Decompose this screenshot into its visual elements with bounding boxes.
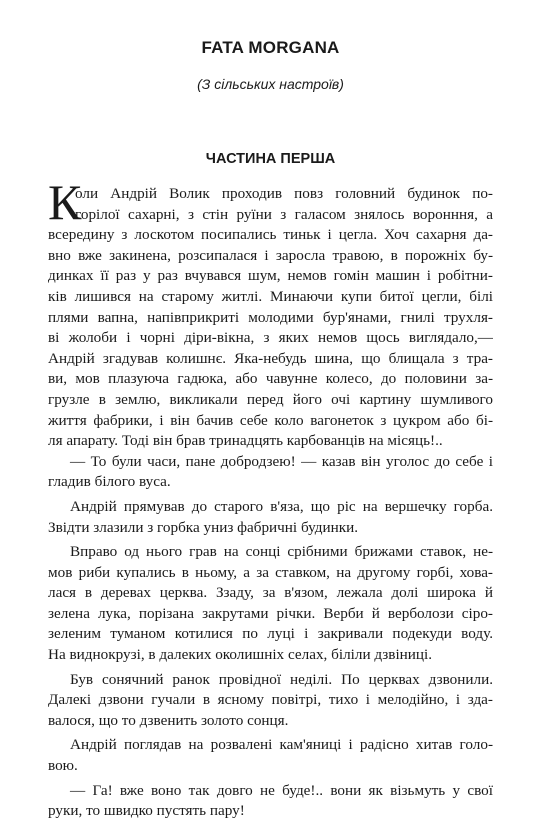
part-heading: ЧАСТИНА ПЕРША [205, 151, 336, 167]
paragraph [48, 174, 493, 452]
text-line: ків лишився на старому житлі. Минаючи купи битої цегли, білі [48, 287, 493, 305]
text-line: Був сонячний ранок провідної неділі. По церквах дзвонили. [70, 670, 493, 688]
paragraph [48, 670, 493, 732]
paragraph [48, 781, 493, 822]
story-subtitle: (З сільських настроїв) [197, 76, 344, 92]
text-line: ви, мов плазуюча гадюка, або чавунне колесо, до половини за- [48, 370, 493, 388]
text-line: ві жолоби і чорні діри-вікна, з яких немов щось виглядало,— [48, 329, 493, 347]
story-title: FATA MORGANA [201, 38, 340, 57]
text-line: вно вже закинена, розсипалася і заросла травою, в порожніх бу- [48, 246, 493, 264]
text-line: динках її раз у раз вчувався шум, немов гомін машин і робітни- [48, 267, 493, 285]
text-line: ля апарату. Тоді він брав тринадцять карбованців на місяць!.. [48, 432, 443, 450]
text-line: Андрій згадував колишнє. Яка-небудь шина, що блищала з тра- [48, 349, 493, 367]
text-line: вою. [48, 757, 78, 775]
text-line: Звідти злазили з горбка униз фабричні будинки. [48, 518, 359, 536]
text-line: — То були часи, пане добродзею! — казав він уголос до себе і [70, 452, 493, 470]
paragraph [48, 542, 493, 666]
paragraph [48, 497, 493, 538]
paragraph [48, 735, 493, 776]
text-line: Андрій поглядав на розвалені кам'яниці і радісно хитав голо- [70, 736, 493, 754]
text-line: всередину з лоскотом посипались тиньк і цегла. Хоч сахарня да- [48, 226, 493, 244]
text-line: На виднокрузі, в далеких околишніх селах, біліли дзвіниці. [48, 646, 433, 664]
text-line: валося, що то дзвенить золото сонця. [48, 711, 289, 729]
text-line: руки, то швидко пустять пару! [48, 802, 245, 820]
book-page [48, 0, 493, 820]
text-line: — Га! вже воно так довго не буде!.. вони як візьмуть у свої [70, 781, 493, 799]
text-line: Далекі дзвони гучали в ясному повітрі, тихо і мелодійно, і зда- [48, 691, 493, 709]
text-line: грузле в землю, викликали перед його очі картину шумливого [48, 390, 493, 408]
text-line: лася в деревах церква. Ззаду, за в'язом, лежала долі широка й [48, 584, 493, 602]
text-line: життя фабрики, і він бачив себе коло вагонеток з цукром або бі- [48, 411, 493, 429]
text-line: гладив білого вуса. [48, 473, 171, 491]
text-line: мов риби купались в ньому, а за ставком, на другому горбі, хова- [48, 563, 493, 581]
text-line: Андрій прямував до старого в'яза, що ріс на вершечку горба. [70, 497, 493, 515]
text-line: оли Андрій Волик проходив повз головний будинок по- [75, 185, 493, 202]
text-line: зеленим туманом котилися по луці і закривали подекуди воду. [48, 625, 493, 643]
drop-cap: К [48, 174, 82, 230]
paragraph [48, 452, 493, 493]
text-line: зелена лука, порізана закрутами річки. Верби й верболози сіро- [48, 604, 493, 622]
text-line: плями вапна, напівприкриті молодими бур'янами, гнилі трухля- [48, 308, 493, 326]
text-line: Вправо од нього грав на сонці срібними брижами ставок, не- [70, 543, 493, 561]
text-line: горілої сахарні, з стін руїни з галасом знялось воронння, а [75, 205, 493, 223]
body-text [48, 174, 493, 822]
